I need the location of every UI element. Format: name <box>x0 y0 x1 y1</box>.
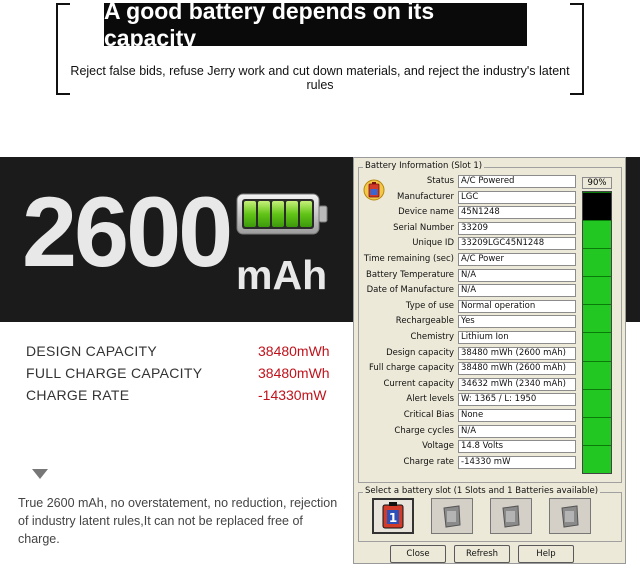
gauge-cell-filled <box>583 417 611 445</box>
field-label: Voltage <box>422 441 454 452</box>
field-value: 45N1248 <box>458 206 576 219</box>
battery-info-group-title: Battery Information (Slot 1) <box>365 161 483 171</box>
field-label: Type of use <box>405 300 454 311</box>
field-value: N/A <box>458 269 576 282</box>
triangle-down-icon <box>32 469 48 479</box>
battery-slot-4-button[interactable] <box>549 498 591 534</box>
gauge-cell-filled <box>583 304 611 332</box>
spec-label-charge-rate: CHARGE RATE <box>26 387 130 403</box>
spec-value-design-capacity: 38480mWh <box>258 343 330 359</box>
battery-full-icon <box>236 193 328 235</box>
empty-slot-icon <box>441 503 463 529</box>
field-value: 34632 mWh (2340 mAh) <box>458 378 576 391</box>
field-label: Manufacturer <box>397 191 454 202</box>
gauge-cell-filled <box>583 361 611 389</box>
help-button[interactable]: Help <box>518 545 574 563</box>
field-value: N/A <box>458 284 576 297</box>
field-label: Alert levels <box>406 394 454 405</box>
capacity-number: 2600 <box>22 176 231 287</box>
gauge-cell-empty <box>583 192 611 220</box>
field-value: W: 1365 / L: 1950 <box>458 393 576 406</box>
close-button[interactable]: Close <box>390 545 446 563</box>
field-value: A/C Power <box>458 253 576 266</box>
field-label: Serial Number <box>393 222 454 233</box>
empty-slot-icon <box>500 503 522 529</box>
field-value: A/C Powered <box>458 175 576 188</box>
field-value: 14.8 Volts <box>458 440 576 453</box>
field-label: Chemistry <box>410 332 454 342</box>
field-label: Date of Manufacture <box>366 285 454 296</box>
battery-info-window <box>353 157 626 564</box>
battery-slot-1-icon <box>380 502 406 530</box>
spec-value-full-charge-capacity: 38480mWh <box>258 365 330 381</box>
battery-slot-1-button[interactable] <box>372 498 414 534</box>
gauge-cell-filled <box>583 332 611 360</box>
gauge-cell-filled <box>583 248 611 276</box>
field-label: Rechargeable <box>395 316 454 327</box>
field-value: Normal operation <box>458 300 576 313</box>
field-label: Battery Temperature <box>365 269 454 280</box>
field-value: 38480 mWh (2600 mAh) <box>458 347 576 360</box>
field-value: None <box>458 409 576 422</box>
gauge-cell-filled <box>583 389 611 417</box>
field-label: Time remaining (sec) <box>363 254 454 264</box>
battery-slot-2-button[interactable] <box>431 498 473 534</box>
gauge-cell-filled <box>583 220 611 248</box>
field-value: 38480 mWh (2600 mAh) <box>458 362 576 375</box>
field-value: 33209 <box>458 222 576 235</box>
page-subtitle: Reject false bids, refuse Jerry work and cut down materials, and reject the industry's latent rules <box>70 64 570 92</box>
field-value: Lithium Ion <box>458 331 576 344</box>
field-label: Unique ID <box>412 238 454 249</box>
page-title: A good battery depends on its capacity <box>104 3 527 46</box>
gauge-cell-filled <box>583 445 611 473</box>
field-value: Yes <box>458 315 576 328</box>
battery-slot-3-button[interactable] <box>490 498 532 534</box>
field-value: -14330 mW <box>458 456 576 469</box>
field-label: Device name <box>398 207 454 218</box>
field-label: Status <box>426 176 454 186</box>
spec-label-full-charge-capacity: FULL CHARGE CAPACITY <box>26 365 203 381</box>
svg-text:1: 1 <box>388 511 398 525</box>
charge-gauge <box>582 191 612 474</box>
gauge-cell-filled <box>583 276 611 304</box>
field-label: Charge rate <box>403 456 454 467</box>
field-value: 33209LGC45N1248 <box>458 237 576 250</box>
charge-percent: 90% <box>582 177 612 189</box>
field-label: Critical Bias <box>403 410 454 420</box>
description-text: True 2600 mAh, no overstatement, no reduction, rejection of industry latent rules,It can not be replaced free of charge. <box>18 496 338 546</box>
spec-label-design-capacity: DESIGN CAPACITY <box>26 343 158 359</box>
empty-slot-icon <box>559 503 581 529</box>
refresh-button[interactable]: Refresh <box>454 545 510 563</box>
capacity-unit: mAh <box>236 252 328 298</box>
field-value: LGC <box>458 191 576 204</box>
field-label: Charge cycles <box>394 425 454 436</box>
spec-value-charge-rate: -14330mW <box>258 387 327 403</box>
field-label: Full charge capacity <box>368 363 454 374</box>
field-label: Design capacity <box>386 347 454 358</box>
field-value: N/A <box>458 425 576 438</box>
field-label: Current capacity <box>383 378 454 389</box>
battery-slot-group-title: Select a battery slot (1 Slots and 1 Batteries available) <box>365 486 599 496</box>
